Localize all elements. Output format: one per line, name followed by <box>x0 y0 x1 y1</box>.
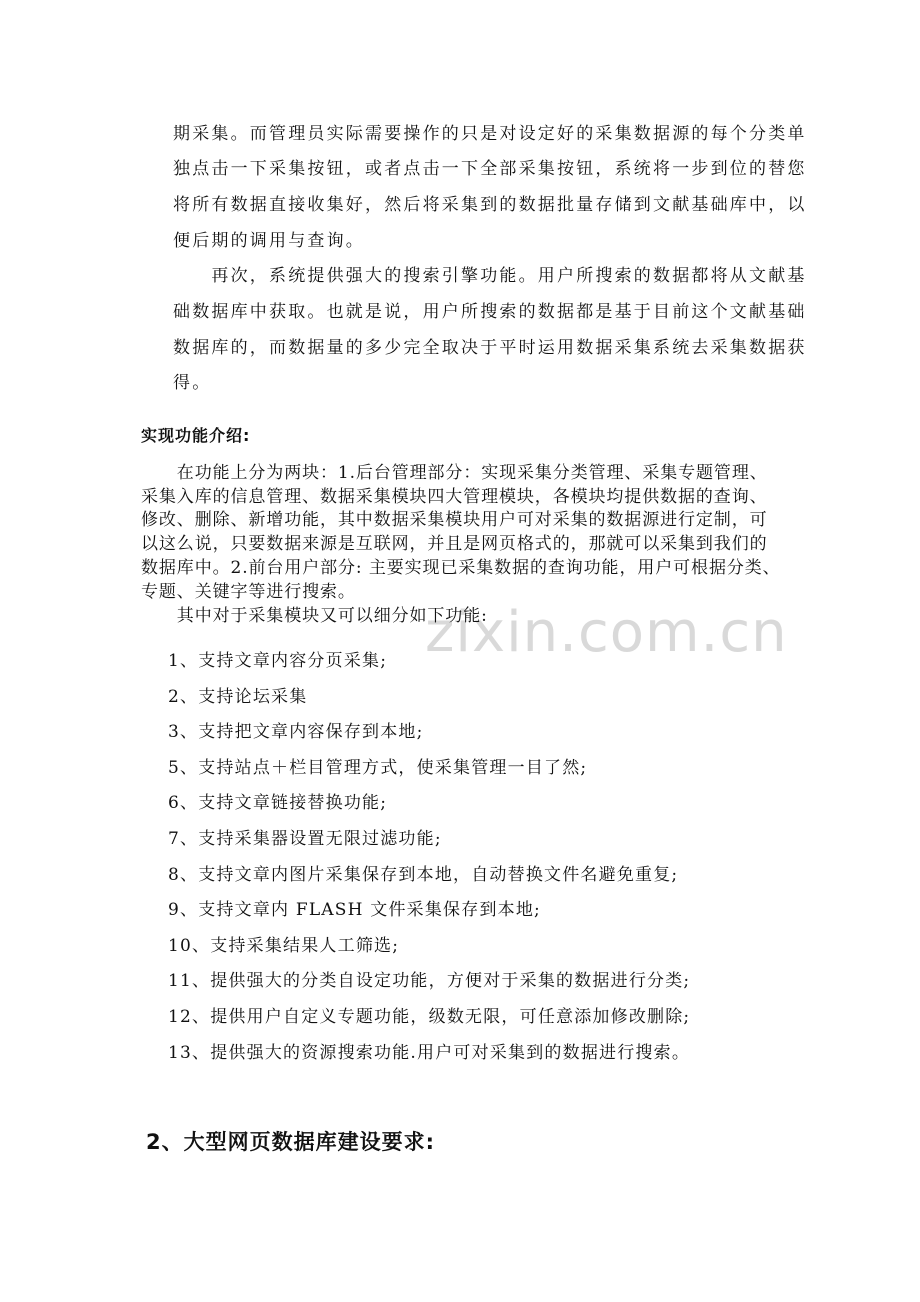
list-item: 3、支持把文章内容保存到本地; <box>168 722 424 742</box>
list-item: 11、提供强大的分类自设定功能，方便对于采集的数据进行分类; <box>168 971 691 991</box>
list-item: 6、支持文章链接替换功能; <box>168 793 388 813</box>
text-line: 采集入库的信息管理、数据采集模块四大管理模块，各模块均提供数据的查询、 <box>141 487 768 507</box>
list-item: 10、支持采集结果人工筛选; <box>168 936 400 956</box>
text-line: 专题、关键字等进行搜索。 <box>141 582 356 602</box>
watermark: zixin.com.cn <box>425 600 788 665</box>
list-item: 2、支持论坛采集 <box>168 687 308 707</box>
text-line: 再次，系统提供强大的搜索引擎功能。用户所搜索的数据都将从文献基 <box>173 266 807 286</box>
text-line: 期采集。而管理员实际需要操作的只是对设定好的采集数据源的每个分类单 <box>173 124 807 144</box>
text-line: 得。 <box>173 373 212 393</box>
text-line: 便后期的调用与查询。 <box>173 231 365 251</box>
text-line: 独点击一下采集按钮，或者点击一下全部采集按钮，系统将一步到位的替您 <box>173 159 807 179</box>
heading-functions: 实现功能介绍: <box>141 426 251 445</box>
text-line: 在功能上分为两块：1.后台管理部分：实现采集分类管理、采集专题管理、 <box>141 463 768 483</box>
text-line: 修改、删除、新增功能，其中数据采集模块用户可对采集的数据源进行定制，可 <box>141 510 768 530</box>
list-item: 9、支持文章内 FLASH 文件采集保存到本地; <box>168 900 541 920</box>
text-line: 将所有数据直接收集好，然后将采集到的数据批量存储到文献基础库中，以 <box>173 195 807 215</box>
text-line: 础数据库中获取。也就是说，用户所搜索的数据都是基于目前这个文献基础 <box>173 302 807 322</box>
text-line: 以这么说，只要数据来源是互联网，并且是网页格式的，那就可以采集到我们的 <box>141 534 768 554</box>
list-item: 5、支持站点＋栏目管理方式，使采集管理一目了然; <box>168 758 588 778</box>
list-item: 8、支持文章内图片采集保存到本地，自动替换文件名避免重复; <box>168 865 679 885</box>
heading-section-2: 2、大型网页数据库建设要求: <box>146 1130 436 1154</box>
text-line: 数据库的，而数据量的多少完全取决于平时运用数据采集系统去采集数据获 <box>173 338 807 358</box>
list-item: 13、提供强大的资源搜索功能.用户可对采集到的数据进行搜索。 <box>168 1043 691 1063</box>
list-item: 7、支持采集器设置无限过滤功能; <box>168 829 442 849</box>
list-item: 1、支持文章内容分页采集; <box>168 651 388 671</box>
text-line: 数据库中。2.前台用户部分: 主要实现已采集数据的查询功能，用户可根据分类、 <box>141 558 781 578</box>
list-item: 12、提供用户自定义专题功能，级数无限，可任意添加修改删除; <box>168 1007 691 1027</box>
text-line: 其中对于采集模块又可以细分如下功能: <box>141 606 488 626</box>
